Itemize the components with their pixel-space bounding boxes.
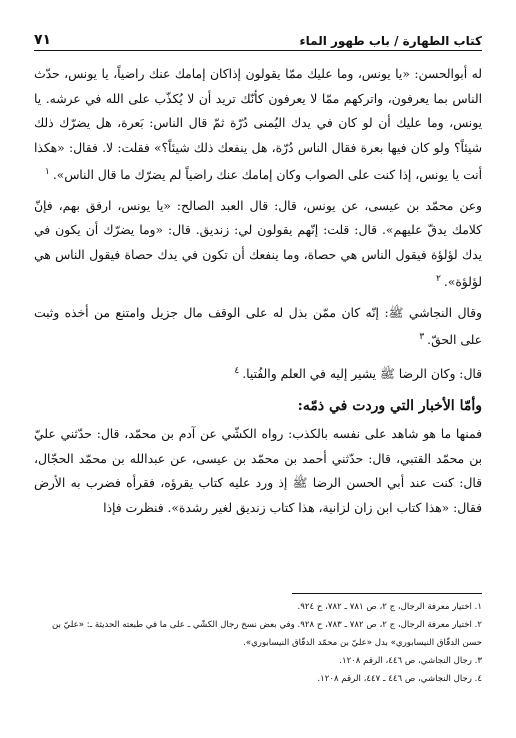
paragraph-2 [34,194,482,295]
paragraph-4 [34,359,482,387]
paragraph-1 [34,62,482,188]
footnote-ref: ٤ [234,365,240,376]
footnote-1: ١. اختيار معرفة الرجال، ج ٢، ص ٧٨١ ـ ٧٨٢، ح ٩٢٤. [297,602,482,612]
footnote-ref: ٣ [419,332,425,343]
header-rule [34,50,482,51]
footnotes [34,598,482,688]
section-heading: وأمّا الأخبار التي وردت في ذمّه: [297,398,482,415]
running-header-title: كتاب الطهارة / باب طهور الماء [299,34,482,48]
paragraph-text: له أبوالحسن: «يا يونس، وما عليك ممّا يقولون إذاكان إمامك عنك راضياً، يا يونس، حدّث الناس بما يعرفون، واتركهم ممّا لا يعرفون كأنّك تريد أن لا يُكذّب على الله في عرشه. يا يونس، وما عليك أن لو كان في يدك اليُمنى دُرّة ثمّ قال الناس: بَعرة، هل يضرّك ذلك شيئاً؟ ولو كان فيها بعرة فقال الناس دُرّة، هل ينفعك ذلك شيئاً؟» فقلت: لا. فقال: «هكذا أنت يا يونس، إذا كنت على الصواب وكان إمامك عنك راضياً لم يضرّك ما قال الناس». [34,67,482,183]
footnote-ref: ٢ [436,274,441,285]
running-header [34,26,482,48]
footnote-rule [292,593,482,594]
footnote-4: ٤. رجال النجاشي، ص ٤٤٦ ـ ٤٤٧، الرقم ١٢٠٨. [317,674,482,684]
paragraph-3 [34,301,482,353]
paragraph-text: وقال النجاشي ﷺ: إنّه كان ممّن بذل له على الوقف مال جزيل وامتنع من أخذه وثبت على الحقّ. [34,305,482,348]
paragraph-text: قال: وكان الرضا ﷺ يشير إليه في العلم والفُتيا. [242,366,482,381]
paragraph-5: فمنها ما هو شاهد على نفسه بالكذب: رواه الكشّي عن آدم بن محمّد، قال: حدّثني عليّ بن محمّد القتبي، قال: حدّثني أحمد بن محمّد بن عيسى، عن عبدالله بن محمّد الحجّال، قال: كنت عند أبي الحسن الرضا ﷺ إذ ورد عليه كتاب يقرؤه، فقرأه فضرب به الأرض فقال: «هذا كتاب ابن زان لزانية، هذا كتاب زنديق لغير رشدة». فنظرت فإذا [34,427,482,515]
footnote-2: ٢. اختيار معرفة الرجال، ج ٢، ص ٧٨٢ ـ ٧٨٣، ح ٩٢٨. وفي بعض نسخ رجال الكشّي ـ على ما في طبعته الحديثة ـ: «عليّ بن حسن الدقّاق النيسابوري» بدل «عليّ بن محمّد الدقّاق النيسابوري». [51,620,482,648]
paragraph-text: وعن محمّد بن عيسى، عن يونس، قال: قال العبد الصالح: «يا يونس، ارفق بهم، فإنّ كلامك يدقّ عليهم». قال: قلت: إنّهم يقولون لي: زنديق. قال: «وما يضرّك أن يكون في يدك لؤلؤة فيقول الناس هي حصاة، وما ينفعك أن تكون في يدك حصاة فيقول الناس هي لؤلؤة». [34,198,482,290]
page-number: ٧١ [34,32,52,48]
main-text [34,62,482,526]
footnote-ref: ١ [44,167,50,177]
footnote-3: ٣. رجال النجاشي، ص ٤٤٦، الرقم ١٢٠٨. [339,656,482,666]
